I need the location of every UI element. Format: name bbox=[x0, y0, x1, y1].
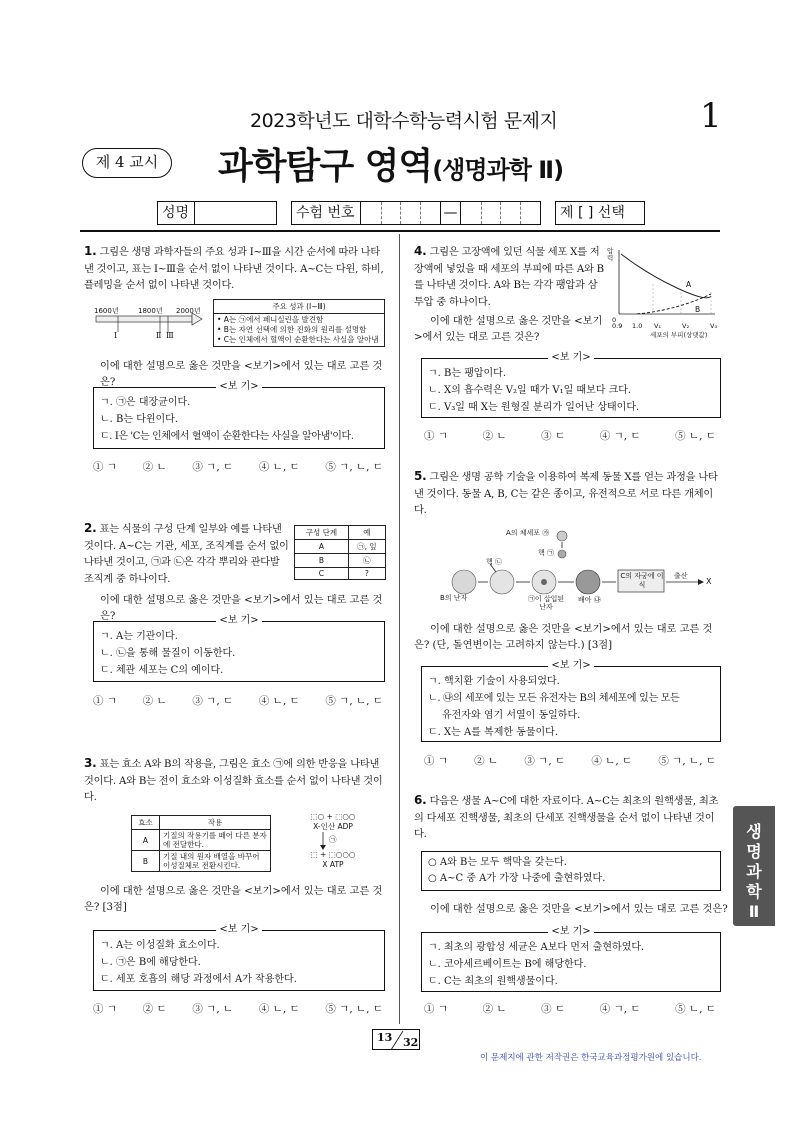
exam-number-dash: — bbox=[441, 201, 461, 225]
bogi-box bbox=[421, 660, 721, 742]
year-label: 1600년 bbox=[94, 307, 119, 315]
table-cell: ? bbox=[348, 568, 385, 580]
tick-label: 1.0 bbox=[632, 322, 643, 330]
table-header: 작용 bbox=[160, 816, 271, 830]
choice-4[interactable]: ④ ㄴ, ㄷ bbox=[258, 461, 300, 473]
tick-label: V₁ bbox=[654, 322, 662, 330]
choice-3[interactable]: ③ ㄷ bbox=[541, 1003, 566, 1015]
embryo-label: 배아 ㉯ bbox=[578, 596, 601, 604]
question-number: 1. bbox=[84, 244, 97, 258]
question-number: 2. bbox=[84, 521, 97, 535]
period-badge: 제 4 교시 bbox=[82, 148, 172, 178]
bogi-item: ㄱ. B는 팽압이다. bbox=[428, 368, 507, 379]
clone-x-label: X bbox=[706, 577, 712, 586]
question-text: 그림은 생명 과학자들의 주요 성과 Ⅰ~Ⅲ을 시간 순서에 따라 나타낸 것이고, 표는 Ⅰ~Ⅲ을 순서 없이 나타낸 것이다. A~C는 다윈, 하비, 플레밍을 순서 없이 나타낸 것이다. bbox=[84, 247, 384, 291]
bogi-item: ㄴ. B는 다윈이다. bbox=[100, 414, 179, 425]
choice-4[interactable]: ④ ㄴ, ㄷ bbox=[591, 755, 633, 767]
table-cell: ㉠, 잎 bbox=[348, 540, 385, 554]
table-header: 주요 성과 (Ⅰ~Ⅲ) bbox=[214, 300, 385, 314]
choice-1[interactable]: ① ㄱ bbox=[424, 430, 448, 442]
choice-3[interactable]: ③ ㄷ bbox=[541, 430, 566, 442]
table-header: 예 bbox=[348, 526, 385, 540]
question-prompt: 이에 대한 설명으로 옳은 것만을 <보기>에서 있는 대로 고른 것은? (단, 돌연변이는 고려하지 않는다.) [3점] bbox=[414, 624, 713, 651]
table-row: • A는 ㉠에서 페니실린을 발견함 bbox=[217, 315, 324, 324]
column-divider bbox=[399, 234, 400, 1024]
series-label-b: B bbox=[695, 305, 701, 314]
choice-1[interactable]: ① ㄱ bbox=[93, 461, 117, 473]
graph-y-label: 압력 bbox=[607, 247, 614, 262]
series-label-a: A bbox=[686, 280, 692, 289]
q3-enzyme-table bbox=[131, 815, 271, 872]
bogi-item: ㄴ. ㉠은 B에 해당한다. bbox=[100, 957, 201, 968]
timeline-mark-3: Ⅲ bbox=[166, 331, 174, 340]
bogi-item: ㄱ. A는 기관이다. bbox=[100, 631, 178, 642]
subject-select-field[interactable]: 제 [ ] 선택 bbox=[555, 201, 645, 225]
bogi-item: ㄴ. 코아세르베이트는 B에 해당한다. bbox=[428, 959, 587, 970]
question-number: 3. bbox=[84, 756, 97, 770]
choice-2[interactable]: ② ㄷ bbox=[142, 1003, 167, 1015]
answer-choices bbox=[424, 1001, 716, 1016]
table-row: • B는 자연 선택에 의한 진화의 원리를 설명함 bbox=[217, 325, 367, 334]
table-cell: 기질 내의 원자 배열을 바꾸어 이성질체로 전환시킨다. bbox=[160, 851, 271, 872]
choice-4[interactable]: ④ ㄴ, ㄷ bbox=[258, 695, 300, 707]
transplant-label: C의 자궁에 이식 bbox=[620, 572, 664, 589]
area-title bbox=[218, 138, 563, 189]
question-prompt: 이에 대한 설명으로 옳은 것만을 <보기>에서 있는 대로 고른 것은? bbox=[414, 316, 603, 343]
side-tab-char: 생 bbox=[746, 822, 762, 841]
choice-1[interactable]: ① ㄱ bbox=[424, 1003, 448, 1015]
year-label: 2000년 bbox=[176, 307, 201, 315]
bogi-item: ㄴ. X의 흡수력은 V₂일 때가 V₁일 때보다 크다. bbox=[428, 385, 632, 396]
choice-1[interactable]: ① ㄱ bbox=[93, 695, 117, 707]
bogi-title: <보 기> bbox=[548, 926, 593, 937]
choice-5[interactable]: ⑤ ㄴ, ㄷ bbox=[675, 1003, 716, 1015]
nucleus-label-2: 핵 ㉠ bbox=[538, 549, 554, 557]
bogi-item: ㄷ. 체관 세포는 C의 예이다. bbox=[100, 665, 224, 676]
question-6 bbox=[414, 792, 726, 844]
copyright-notice: 이 문제지에 관한 저작권은 한국교육과정평가원에 있습니다. bbox=[480, 1053, 702, 1063]
question-text: 그림은 생명 공학 기술을 이용하여 복제 동물 X를 얻는 과정을 나타낸 것이다. 동물 A, B, C는 같은 종이고, 유전적으로 서로 다른 개체이다. bbox=[414, 472, 718, 516]
question-2 bbox=[84, 520, 290, 588]
question-text: 그림은 고장액에 있던 식물 세포 X를 저장액에 넣었을 때 세포의 부피에 따른 A와 B를 나타낸 것이다. A와 B는 각각 팽압과 삼투압 중 하나이다. bbox=[414, 247, 604, 308]
table-header: 구성 단계 bbox=[295, 526, 349, 540]
table-row: • C는 인체에서 혈액이 순환한다는 사실을 알아냄 bbox=[217, 335, 379, 344]
bogi-title: <보 기> bbox=[216, 615, 261, 626]
table-cell: ㉡ bbox=[348, 554, 385, 568]
choice-5[interactable]: ⑤ ㄱ, ㄴ, ㄷ bbox=[325, 695, 383, 707]
bogi-item: ㄴ. ㉡을 통해 물질이 이동한다. bbox=[100, 648, 236, 659]
table-cell: C bbox=[295, 568, 349, 580]
question-prompt: 이에 대한 설명으로 옳은 것만을 <보기>에서 있는 대로 고른 것은? [3점] bbox=[84, 886, 383, 913]
exam-number-field-2[interactable] bbox=[461, 201, 541, 225]
timeline-mark-2: Ⅱ bbox=[156, 331, 162, 340]
bogi-title: <보 기> bbox=[548, 660, 593, 671]
answer-choices bbox=[93, 1001, 383, 1016]
table-cell: 기질의 작용기를 떼어 다른 분자에 전달한다. bbox=[160, 830, 271, 851]
year-label: 1800년 bbox=[138, 307, 163, 315]
side-tab-char: Ⅱ bbox=[748, 902, 760, 921]
question-text: 다음은 생물 A~C에 대한 자료이다. A~C는 최초의 원핵생물, 최초의 다세포 진핵생물, 최초의 단세포 진핵생물을 순서 없이 나타낸 것이다. bbox=[414, 796, 719, 840]
choice-4[interactable]: ④ ㄱ, ㄷ bbox=[599, 1003, 641, 1015]
page-counter bbox=[372, 1029, 420, 1050]
table-cell: B bbox=[295, 554, 349, 568]
question-1 bbox=[84, 243, 389, 295]
choice-1[interactable]: ① ㄱ bbox=[424, 755, 448, 767]
tick-label: V₃ bbox=[710, 322, 718, 330]
question-number: 6. bbox=[414, 793, 427, 807]
choice-4[interactable]: ④ ㄱ, ㄷ bbox=[599, 430, 641, 442]
q4-pressure-graph bbox=[607, 244, 719, 336]
choice-3[interactable]: ③ ㄱ, ㄷ bbox=[192, 461, 234, 473]
bogi-title: <보 기> bbox=[216, 924, 261, 935]
inserted-egg-label: ㉠이 삽입된 난자 bbox=[527, 595, 565, 611]
bogi-item: 유전자와 염기 서열이 동일하다. bbox=[442, 710, 581, 721]
table-header: 효소 bbox=[132, 816, 160, 830]
fact-item: ○ A~C 중 A가 가장 나중에 출현하였다. bbox=[428, 873, 606, 884]
page-number: 1 bbox=[700, 96, 722, 136]
choice-4[interactable]: ④ ㄴ, ㄷ bbox=[258, 1003, 300, 1015]
exam-number-label: 수험 번호 bbox=[291, 201, 361, 225]
choice-3[interactable]: ③ ㄱ, ㄷ bbox=[192, 695, 234, 707]
choice-5[interactable]: ⑤ ㄱ, ㄴ, ㄷ bbox=[325, 461, 383, 473]
bogi-item: ㄱ. 핵치환 기술이 사용되었다. bbox=[428, 676, 560, 687]
total-pages: 32 bbox=[403, 1036, 419, 1049]
bogi-item: ㄱ. ㉠은 대장균이다. bbox=[100, 397, 191, 408]
side-tab-char: 과 bbox=[746, 862, 762, 881]
bogi-item: ㄷ. V₃일 때 X는 원형질 분리가 일어난 상태이다. bbox=[428, 402, 640, 413]
q6-facts-box bbox=[421, 851, 721, 891]
question-4 bbox=[414, 243, 604, 311]
bogi-title: <보 기> bbox=[216, 381, 261, 392]
egg-label: B의 난자 bbox=[440, 594, 468, 602]
question-prompt: 이에 대한 설명으로 옳은 것만을 <보기>에서 있는 대로 고른 것은? bbox=[100, 361, 383, 388]
bogi-item: ㄱ. 최초의 광합성 세균은 A보다 먼저 출현하였다. bbox=[428, 942, 645, 953]
answer-choices bbox=[424, 428, 716, 443]
table-cell: A bbox=[295, 540, 349, 554]
question-prompt: 이에 대한 설명으로 옳은 것만을 <보기>에서 있는 대로 고른 것은? bbox=[430, 904, 728, 915]
somatic-cell-label: A의 체세포 ㉮ bbox=[506, 529, 550, 537]
bogi-box bbox=[93, 381, 385, 449]
bogi-box bbox=[421, 352, 721, 418]
bogi-item: ㄷ. Ⅰ은 'C는 인체에서 혈액이 순환한다는 사실을 알아냄'이다. bbox=[100, 431, 354, 442]
area-name: 과학탐구 영역 bbox=[218, 146, 433, 187]
q1-achievement-table bbox=[213, 299, 385, 347]
bogi-box bbox=[421, 926, 721, 992]
exam-number-field-1[interactable] bbox=[361, 201, 441, 225]
question-text: 표는 식물의 구성 단계 일부와 예를 나타낸 것이다. A~C는 기관, 세포, 조직계를 순서 없이 나타낸 것이고, ㉠과 ㉡은 각각 뿌리와 관다발 조직계 중 하나이다. bbox=[84, 524, 289, 585]
choice-2[interactable]: ② ㄴ bbox=[142, 461, 167, 473]
q2-table bbox=[294, 525, 386, 580]
bogi-item: ㄴ. ㉯의 세포에 있는 모든 유전자는 B의 체세포에 있는 모든 bbox=[428, 693, 680, 704]
choice-5[interactable]: ⑤ ㄱ, ㄴ, ㄷ bbox=[325, 1003, 383, 1015]
bogi-item: ㄷ. 세포 호흡의 해당 과정에서 A가 작용한다. bbox=[100, 974, 297, 985]
choice-2[interactable]: ② ㄴ bbox=[142, 695, 167, 707]
side-tab-char: 명 bbox=[746, 842, 762, 861]
table-cell: A bbox=[132, 830, 160, 851]
choice-2[interactable]: ② ㄴ bbox=[474, 755, 499, 767]
birth-label: 출산 bbox=[674, 572, 688, 580]
exam-title: 2023학년도 대학수학능력시험 문제지 bbox=[250, 110, 558, 132]
enzyme-label: ㉠ bbox=[329, 835, 337, 844]
tick-label: V₂ bbox=[682, 322, 690, 330]
choice-2[interactable]: ② ㄴ bbox=[482, 1003, 507, 1015]
question-number: 4. bbox=[414, 244, 427, 258]
subject-side-tab bbox=[733, 806, 775, 926]
q3-reaction-diagram bbox=[293, 812, 373, 870]
reaction-top: ⬚○ + ⬚○○ bbox=[310, 812, 356, 821]
name-label: 성명 bbox=[157, 201, 195, 225]
side-tab-char: 학 bbox=[746, 882, 762, 901]
answer-choices bbox=[424, 753, 716, 768]
answer-choices bbox=[93, 459, 383, 474]
question-text: 표는 효소 A와 B의 작용을, 그림은 효소 ㉠에 의한 반응을 나타낸 것이다. A와 B는 전이 효소와 이성질화 효소를 순서 없이 나타낸 것이다. bbox=[84, 759, 383, 803]
choice-5[interactable]: ⑤ ㄴ, ㄷ bbox=[675, 430, 716, 442]
candidate-info-row bbox=[157, 201, 645, 225]
bogi-item: ㄱ. A는 이성질화 효소이다. bbox=[100, 940, 220, 951]
reaction-bottom: ⬚ + ⬚○○○ bbox=[310, 850, 356, 859]
table-cell: B bbox=[132, 851, 160, 872]
tick-label: 0.9 bbox=[612, 322, 623, 330]
header-rule bbox=[80, 230, 720, 232]
bogi-title: <보 기> bbox=[548, 352, 593, 363]
bogi-box bbox=[93, 924, 385, 991]
current-page: 13 bbox=[377, 1031, 393, 1044]
question-number: 5. bbox=[414, 469, 427, 483]
choice-2[interactable]: ② ㄴ bbox=[482, 430, 507, 442]
graph-x-label: 세포의 부피(상댓값) bbox=[650, 331, 708, 339]
timeline-mark-1: Ⅰ bbox=[114, 331, 118, 340]
question-5 bbox=[414, 468, 719, 520]
reaction-top-labels: X-인산 ADP bbox=[313, 822, 353, 831]
nucleus-label-1: 핵 ㉡ bbox=[486, 558, 502, 566]
tick-label: 0 bbox=[612, 316, 617, 324]
reaction-bottom-labels: X ATP bbox=[322, 860, 344, 869]
choice-3[interactable]: ③ ㄱ, ㄷ bbox=[524, 755, 566, 767]
bogi-item: ㄷ. C는 최초의 원핵생물이다. bbox=[428, 976, 558, 987]
question-prompt: 이에 대한 설명으로 옳은 것만을 <보기>에서 있는 대로 고른 것은? bbox=[100, 595, 383, 622]
choice-1[interactable]: ① ㄱ bbox=[93, 1003, 117, 1015]
bogi-item: ㄷ. X는 A를 복제한 동물이다. bbox=[428, 727, 559, 738]
name-field[interactable] bbox=[195, 201, 277, 225]
answer-choices bbox=[93, 693, 383, 708]
choice-5[interactable]: ⑤ ㄱ, ㄴ, ㄷ bbox=[658, 755, 716, 767]
choice-3[interactable]: ③ ㄱ, ㄴ bbox=[192, 1003, 234, 1015]
fact-item: ○ A와 B는 모두 핵막을 갖는다. bbox=[428, 857, 567, 868]
q5-cloning-diagram bbox=[440, 526, 710, 616]
subject-name: (생명과학 Ⅱ) bbox=[432, 156, 564, 184]
reaction-arrow bbox=[293, 832, 373, 850]
bogi-box bbox=[93, 615, 385, 682]
question-3 bbox=[84, 755, 389, 807]
